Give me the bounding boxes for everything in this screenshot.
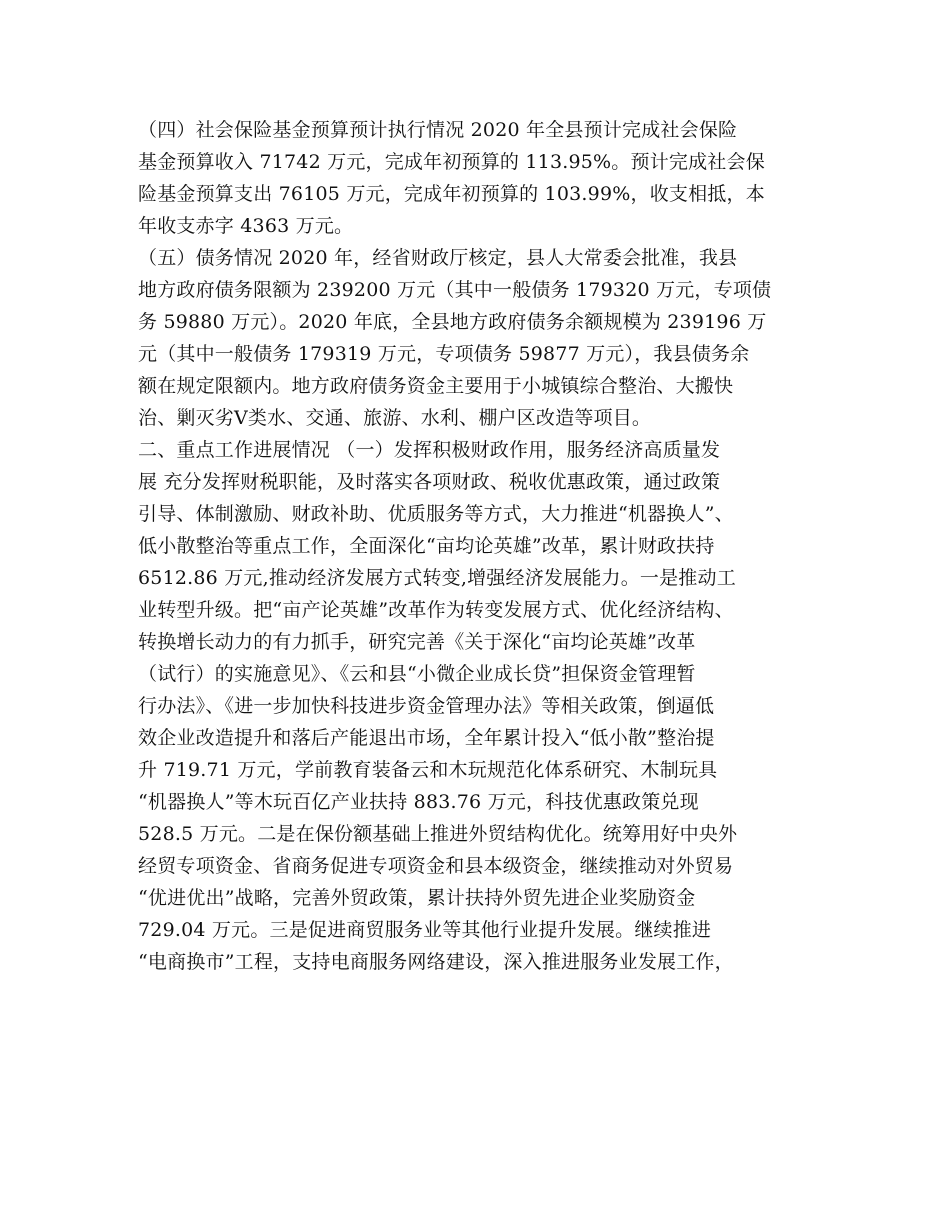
- text-line: 展 充分发挥财税职能，及时落实各项财政、税收优惠政策，通过政策: [138, 471, 721, 493]
- text-line: 务 59880 万元）。2020 年底，全县地方政府债务余额规模为 239196 万: [138, 311, 767, 333]
- text-line: 额在规定限额内。地方政府债务资金主要用于小城镇综合整治、大搬快: [138, 375, 734, 397]
- text-line: 引导、体制激励、财政补助、优质服务等方式，大力推进“机器换人”、: [138, 503, 734, 525]
- text-line: 经贸专项资金、省商务促进专项资金和县本级资金，继续推动对外贸易: [138, 855, 734, 877]
- text-line: 转换增长动力的有力抓手，研究完善《关于深化“亩均论英雄”改革: [138, 631, 696, 653]
- text-line: （试行）的实施意见》、《云和县“小微企业成长贷”担保资金管理暂: [138, 663, 696, 685]
- text-line: 业转型升级。把“亩产论英雄”改革作为转变发展方式、优化经济结构、: [138, 599, 734, 621]
- text-line: 元（其中一般债务 179319 万元，专项债务 59877 万元），我县债务余: [138, 343, 750, 365]
- text-line: （五）债务情况 2020 年，经省财政厅核定，县人大常委会批准，我县: [138, 247, 738, 269]
- text-line: 基金预算收入 71742 万元，完成年初预算的 113.95%。预计完成社会保: [138, 151, 765, 173]
- text-line: 行办法》、《进一步加快科技进步资金管理办法》等相关政策，倒逼低: [138, 695, 715, 717]
- text-line: 729.04 万元。三是促进商贸服务业等其他行业提升发展。继续推进: [138, 919, 712, 941]
- text-line: 二、重点工作进展情况 （一）发挥积极财政作用，服务经济高质量发: [138, 439, 721, 461]
- text-line: （四）社会保险基金预算预计执行情况 2020 年全县预计完成社会保险: [138, 119, 738, 141]
- text-line: 升 719.71 万元，学前教育装备云和木玩规范化体系研究、木制玩具: [138, 759, 718, 781]
- text-line: “机器换人”等木玩百亿产业扶持 883.76 万元，科技优惠政策兑现: [138, 791, 699, 813]
- text-line: 年收支赤字 4363 万元。: [138, 215, 354, 237]
- text-line: 528.5 万元。二是在保份额基础上推进外贸结构优化。统筹用好中央外: [138, 823, 738, 845]
- text-line: 低小散整治等重点工作，全面深化“亩均论英雄”改革，累计财政扶持: [138, 535, 715, 557]
- text-line: “电商换市”工程，支持电商服务网络建设，深入推进服务业发展工作，: [138, 951, 734, 973]
- body-text: [138, 114, 828, 978]
- text-line: 险基金预算支出 76105 万元，完成年初预算的 103.99%，收支相抵，本: [138, 183, 765, 205]
- text-line: 地方政府债务限额为 239200 万元（其中一般债务 179320 万元，专项债: [138, 279, 772, 301]
- text-line: 治、剿灭劣Ⅴ类水、交通、旅游、水利、棚户区改造等项目。: [138, 407, 652, 429]
- text-line: 效企业改造提升和落后产能退出市场，全年累计投入“低小散”整治提: [138, 727, 715, 749]
- text-line: 6512.86 万元,推动经济发展方式转变,增强经济发展能力。一是推动工: [138, 567, 736, 589]
- text-line: “优进优出”战略，完善外贸政策，累计扶持外贸先进企业奖励资金: [138, 887, 696, 909]
